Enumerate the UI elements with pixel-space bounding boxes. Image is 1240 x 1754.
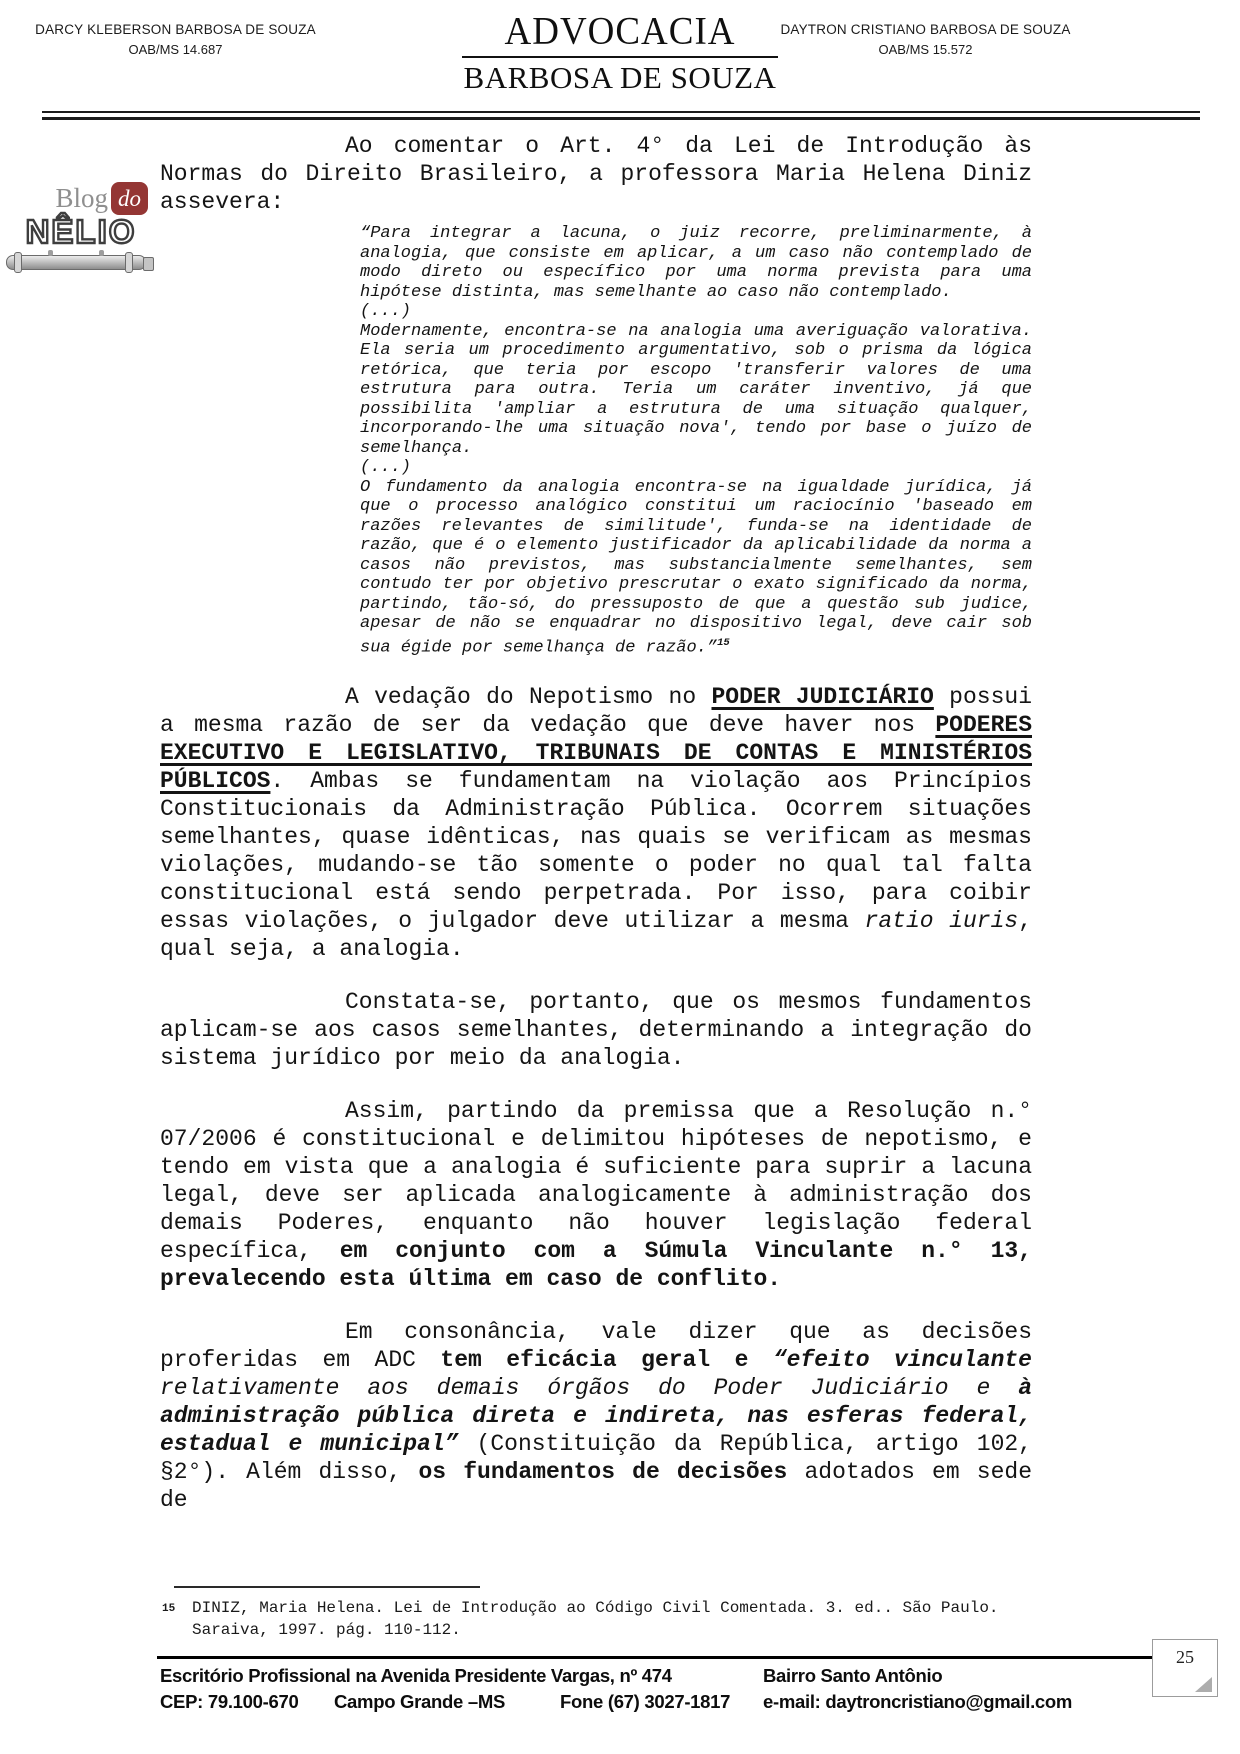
quote-ellipsis: (...) (360, 458, 412, 477)
quote-paragraph: Modernamente, encontra-se na analogia uma averiguação valorativa. Ela seria um procedimento argumentativo, sob o prisma da lógica retórica, que teria por escopo 'transferir valores de uma estrutura para outra. Teria um caráter inventivo, já que possibilita 'ampliar a estrutura de uma situação qualquer, incorporando-lhe uma situação nova', tendo por base o juízo de semelhança. (360, 321, 1032, 458)
quote-ellipsis: (...) (360, 302, 412, 321)
firm-title: ADVOCACIA (504, 9, 736, 54)
body-paragraph-3: Assim, partindo da premissa que a Resolução n.° 07/2006 é constitucional e delimitou hipóteses de nepotismo, e tendo em vista que a analogia é suficiente para suprir a lacuna legal, deve ser aplicada analogicamente à administração dos demais Poderes, enquanto não houver legislação federal específica, em conjunto com a Súmula Vinculante n.° 13, prevalecendo esta última em caso de conflito. (160, 1097, 1032, 1292)
firm-subtitle: BARBOSA DE SOUZA (463, 60, 777, 95)
firm-title-block (420, 10, 820, 96)
logo-roller-pin-icon (99, 250, 104, 256)
page-corner-fold-icon (1195, 1677, 1212, 1692)
page-number: 25 (1176, 1647, 1194, 1667)
footnote-separator (174, 1586, 480, 1588)
document-body (160, 124, 1032, 1514)
lawyer-left-oab: OAB/MS 14.687 (128, 42, 223, 57)
logo-top-row (6, 182, 156, 215)
intro-paragraph: Ao comentar o Art. 4° da Lei de Introdução às Normas do Direito Brasileiro, a professora Maria Helena Diniz assevera: (160, 133, 1032, 215)
footer-address: Escritório Profissional na Avenida Presidente Vargas, nº 474 (160, 1665, 672, 1686)
footer (160, 1663, 1200, 1723)
footnote-text: DINIZ, Maria Helena. Lei de Introdução ao Código Civil Comentada. 3. ed.. São Paulo. Saraiva, 1997. pág. 110-112. (192, 1599, 999, 1639)
body-paragraph-1: A vedação do Nepotismo no PODER JUDICIÁRIO possui a mesma razão de ser da vedação que deve haver nos PODERES EXECUTIVO E LEGISLATIVO, TRIBUNAIS DE CONTAS E MINISTÉRIOS PÚBLICOS. Ambas se fundamentam na violação aos Princípios Constitucionais da Administração Pública. Ocorrem situações semelhantes, quase idênticas, nas quais se verificam as mesmas violações, mudando-se tão somente o poder no qual tal falta constitucional está sendo perpetrada. Por isso, para coibir essas violações, o julgador deve utilizar a mesma ratio iuris, qual seja, a analogia. (160, 683, 1032, 962)
logo-roller-icon (6, 255, 146, 270)
footer-phone: Fone (67) 3027-1817 (560, 1691, 731, 1712)
blog-do-nelio-logo (6, 182, 156, 270)
logo-word-blog: Blog (55, 183, 108, 213)
lawyer-right-oab: OAB/MS 15.572 (878, 42, 973, 57)
logo-do-badge: do (111, 182, 148, 215)
footer-email: e-mail: daytroncristiano@gmail.com (763, 1691, 1073, 1712)
doctrine-quote-block (360, 224, 1032, 658)
logo-word-nelio: NÊLIO (25, 213, 137, 250)
footnote (162, 1597, 1062, 1641)
lawyer-right-name: DAYTRON CRISTIANO BARBOSA DE SOUZA (780, 22, 1071, 37)
footnote-marker: 15 (162, 1603, 176, 1615)
lawyer-left-name: DARCY KLEBERSON BARBOSA DE SOUZA (35, 22, 316, 37)
letterhead (0, 0, 1240, 112)
quote-paragraph: “Para integrar a lacuna, o juiz recorre, preliminarmente, à analogia, que consiste em aplicar, a um caso não contemplado de modo direto ou específico por uma norma prevista para uma hipótese distinta, mas semelhante ao caso não contemplado. (360, 224, 1032, 302)
page-number-tab (1152, 1639, 1218, 1697)
body-paragraph-4: Em consonância, vale dizer que as decisões proferidas em ADC tem eficácia geral e “efeito vinculante relativamente aos demais órgãos do Poder Judiciário e à administração pública direta e indireta, nas esferas federal, estadual e municipal” (Constituição da República, artigo 102, §2°). Além disso, os fundamentos de decisões adotados em sede de (160, 1318, 1032, 1513)
logo-roller-handle-icon (143, 257, 154, 271)
quote-paragraph: O fundamento da analogia encontra-se na igualdade jurídica, já que o processo analógico constitui um raciocínio 'baseado em razões relevantes de similitude', funda-se na identidade de razão, que é o elemento justificador da aplicabilidade da norma a casos não previstos, mas substancialmente semelhantes, sem contudo ter por objetivo prescrutar o exato significado da norma, partindo, tão-só, do pressuposto de que a questão sub judice, apesar de não se enquadrar no dispositivo legal, deve cair sob sua égide por semelhança de razão.”$^{15}$ (360, 477, 1032, 658)
lawyer-right-block (768, 22, 1083, 57)
logo-roller-pin-icon (48, 250, 53, 256)
letterhead-double-rule (42, 111, 1200, 120)
footer-district: Bairro Santo Antônio (763, 1665, 943, 1686)
footer-cep: CEP: 79.100-670 (160, 1691, 299, 1712)
footer-rule (157, 1656, 1189, 1659)
body-paragraph-2: Constata-se, portanto, que os mesmos fundamentos aplicam-se aos casos semelhantes, determinando a integração do sistema jurídico por meio da analogia. (160, 988, 1032, 1071)
firm-title-divider (462, 56, 778, 58)
footer-city: Campo Grande –MS (334, 1691, 505, 1712)
lawyer-left-block (28, 22, 323, 57)
